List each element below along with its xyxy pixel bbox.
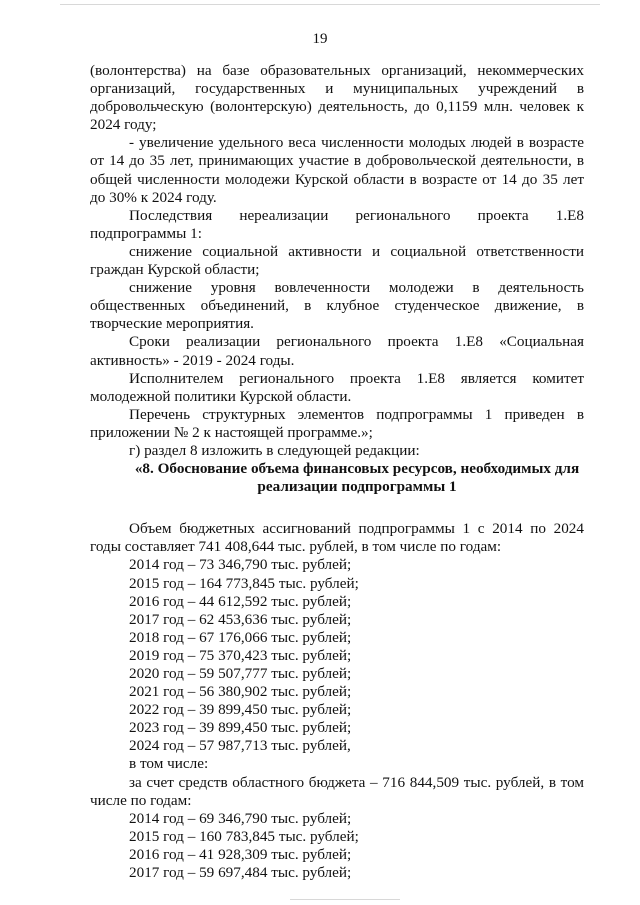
list-item: 2015 год – 164 773,845 тыс. рублей; — [129, 574, 359, 592]
paragraph: (волонтерства) на базе образовательных организаций, некоммерческих организаций, государственных и муниципальных учреждений в добровольческую (волонтерскую) деятельность, до 0,1159 млн. человек к 2024 году; — [90, 62, 584, 134]
budget-intro: Объем бюджетных ассигнований подпрограммы 1 с 2014 по 2024 годы составляет 741 408,644 тыс. рублей, в том числе по годам: — [90, 520, 584, 556]
section-heading: «8. Обоснование объема финансовых ресурсов, необходимых для реализации подпрограммы 1 — [134, 460, 580, 496]
paragraph: Последствия нереализации регионального проекта 1.Е8 подпрограммы 1: — [90, 206, 584, 242]
list-item: 2018 год – 67 176,066 тыс. рублей; — [129, 628, 352, 646]
paragraph: Сроки реализации регионального проекта 1.Е8 «Социальная активность» - 2019 - 2024 годы. — [90, 333, 584, 369]
list-item: 2017 год – 59 697,484 тыс. рублей; — [129, 864, 352, 882]
paragraph: Исполнителем регионального проекта 1.Е8 является комитет молодежной политики Курской области. — [90, 369, 584, 405]
list-item: 2016 год – 41 928,309 тыс. рублей; — [129, 845, 352, 863]
regional-intro: за счет средств областного бюджета – 716 844,509 тыс. рублей, в том числе по годам: — [90, 773, 584, 809]
list-item: 2024 год – 57 987,713 тыс. рублей, — [129, 737, 351, 755]
paragraph: снижение уровня вовлеченности молодежи в деятельность общественных объединений, в клубное студенческое движение, в творческие мероприятия. — [90, 279, 584, 333]
list-item: 2021 год – 56 380,902 тыс. рублей; — [129, 683, 352, 701]
paragraph: снижение социальной активности и социальной ответственности граждан Курской области; — [90, 242, 584, 279]
paragraph: - увеличение удельного веса численности молодых людей в возрасте от 14 до 35 лет, принимающих участие в добровольческой деятельности, в общей численности молодежи Курской области в возрасте от 14 до 35 лет до 30% к 2024 году. — [90, 134, 584, 206]
scan-edge-bottom — [290, 899, 400, 900]
scan-edge-top — [60, 4, 600, 5]
total-by-year-list — [90, 556, 584, 755]
document-body — [90, 62, 584, 882]
list-item: 2016 год – 44 612,592 тыс. рублей; — [129, 592, 352, 610]
including-label: в том числе: — [129, 755, 209, 773]
list-item: 2014 год – 69 346,790 тыс. рублей; — [129, 809, 352, 827]
list-item: 2017 год – 62 453,636 тыс. рублей; — [129, 610, 352, 628]
regional-by-year-list — [90, 810, 584, 882]
paragraph: г) раздел 8 изложить в следующей редакции: — [129, 441, 420, 459]
list-item: 2022 год – 39 899,450 тыс. рублей; — [129, 701, 352, 719]
list-item: 2020 год – 59 507,777 тыс. рублей; — [129, 665, 352, 682]
spacer — [90, 496, 584, 520]
list-item: 2023 год – 39 899,450 тыс. рублей; — [129, 719, 352, 737]
page-number: 19 — [312, 31, 328, 47]
list-item: 2014 год – 73 346,790 тыс. рублей; — [129, 556, 352, 574]
paragraph: Перечень структурных элементов подпрограммы 1 приведен в приложении № 2 к настоящей программе.»; — [90, 405, 584, 441]
list-item: 2019 год – 75 370,423 тыс. рублей; — [129, 646, 352, 664]
list-item: 2015 год – 160 783,845 тыс. рублей; — [129, 827, 359, 845]
